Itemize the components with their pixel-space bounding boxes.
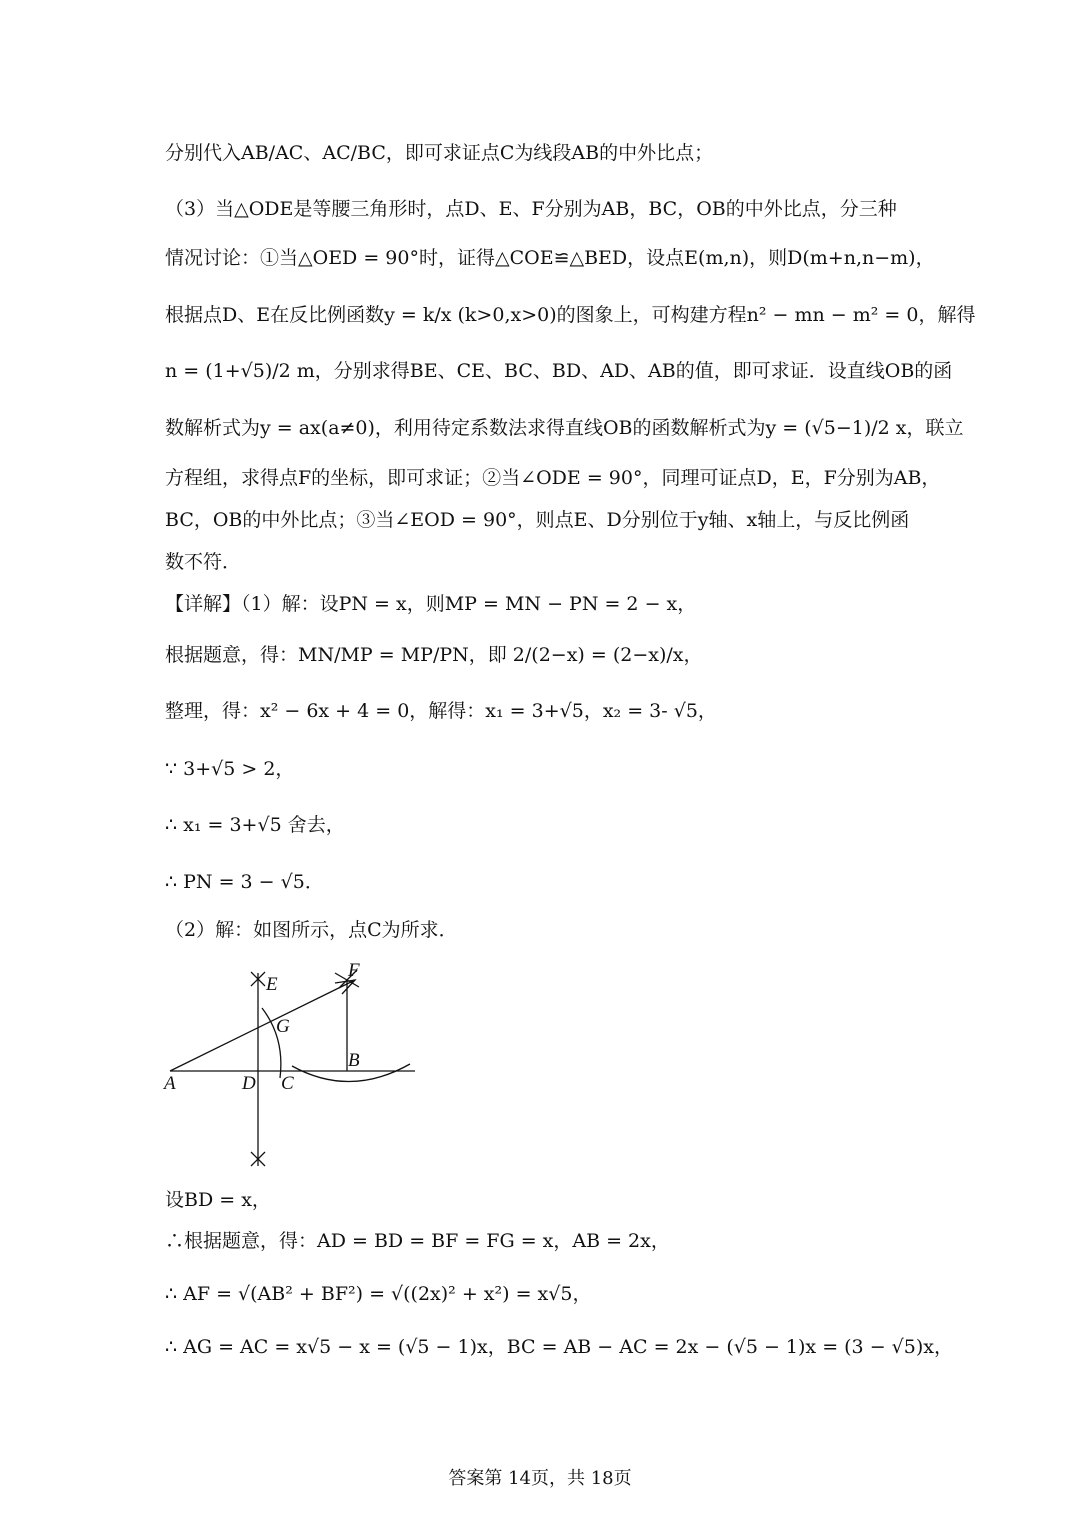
text-line-2: （3）当△ODE是等腰三角形时，点D、E、F分别为AB，BC，OB的中外比点，分三种 xyxy=(165,198,897,220)
label-d: D xyxy=(242,1073,256,1094)
text-line-17: 设BD = x， xyxy=(165,1189,271,1211)
text-line-1: 分别代入AB/AC、AC/BC，即可求证点C为线段AB的中外比点； xyxy=(165,142,714,164)
text-line-3: 情况讨论：①当△OED = 90°时，证得△COE≌△BED，设点E(m,n)，则D(m+n,n−m)， xyxy=(165,247,935,269)
text-line-8: BC，OB的中外比点；③当∠EOD = 90°，则点E、D分别位于y轴、x轴上，与反比例函 xyxy=(165,509,910,531)
text-line-19: ∴ AF = √(AB² + BF²) = √((2x)² + x²) = x√5， xyxy=(165,1283,592,1305)
text-line-13: ∵ 3+√5 > 2， xyxy=(165,758,295,780)
label-b: B xyxy=(348,1050,360,1071)
label-f: F xyxy=(348,960,360,981)
label-g: G xyxy=(276,1016,290,1037)
text-line-14: ∴ x₁ = 3+√5 舍去， xyxy=(165,814,345,836)
page-footer: 答案第 14页，共 18页 xyxy=(448,1468,632,1489)
label-c: C xyxy=(281,1073,294,1094)
construction-figure xyxy=(160,958,430,1173)
text-line-5: n = (1+√5)/2 m，分别求得BE、CE、BC、BD、AD、AB的值，即可求证．设直线OB的函 xyxy=(165,360,953,382)
label-a: A xyxy=(164,1073,176,1094)
text-line-7: 方程组，求得点F的坐标，即可求证；②当∠ODE = 90°，同理可证点D，E，F分别为AB， xyxy=(165,467,941,489)
text-line-12: 整理，得：x² − 6x + 4 = 0，解得：x₁ = 3+√5，x₂ = 3- √5， xyxy=(165,700,717,722)
text-line-20: ∴ AG = AC = x√5 − x = (√5 − 1)x，BC = AB − AC = 2x − (√5 − 1)x = (3 − √5)x， xyxy=(165,1336,953,1358)
label-e: E xyxy=(266,974,278,995)
text-line-11: 根据题意，得：MN/MP = MP/PN，即 2/(2−x) = (2−x)/x， xyxy=(165,644,703,666)
text-line-16: （2）解：如图所示，点C为所求． xyxy=(165,919,458,941)
text-line-18: ∴根据题意，得：AD = BD = BF = FG = x，AB = 2x， xyxy=(165,1230,670,1252)
text-line-4: 根据点D、E在反比例函数y = k/x (k>0,x>0)的图象上，可构建方程n² − mn − m² = 0，解得 xyxy=(165,304,976,326)
text-line-6: 数解析式为y = ax(a≠0)，利用待定系数法求得直线OB的函数解析式为y = (√5−1)/2 x，联立 xyxy=(165,417,964,439)
line-af xyxy=(170,980,355,1071)
text-line-10: 【详解】（1）解：设PN = x，则MP = MN − PN = 2 − x， xyxy=(165,593,697,615)
text-line-15: ∴ PN = 3 − √5． xyxy=(165,871,324,893)
text-line-9: 数不符． xyxy=(165,551,242,573)
